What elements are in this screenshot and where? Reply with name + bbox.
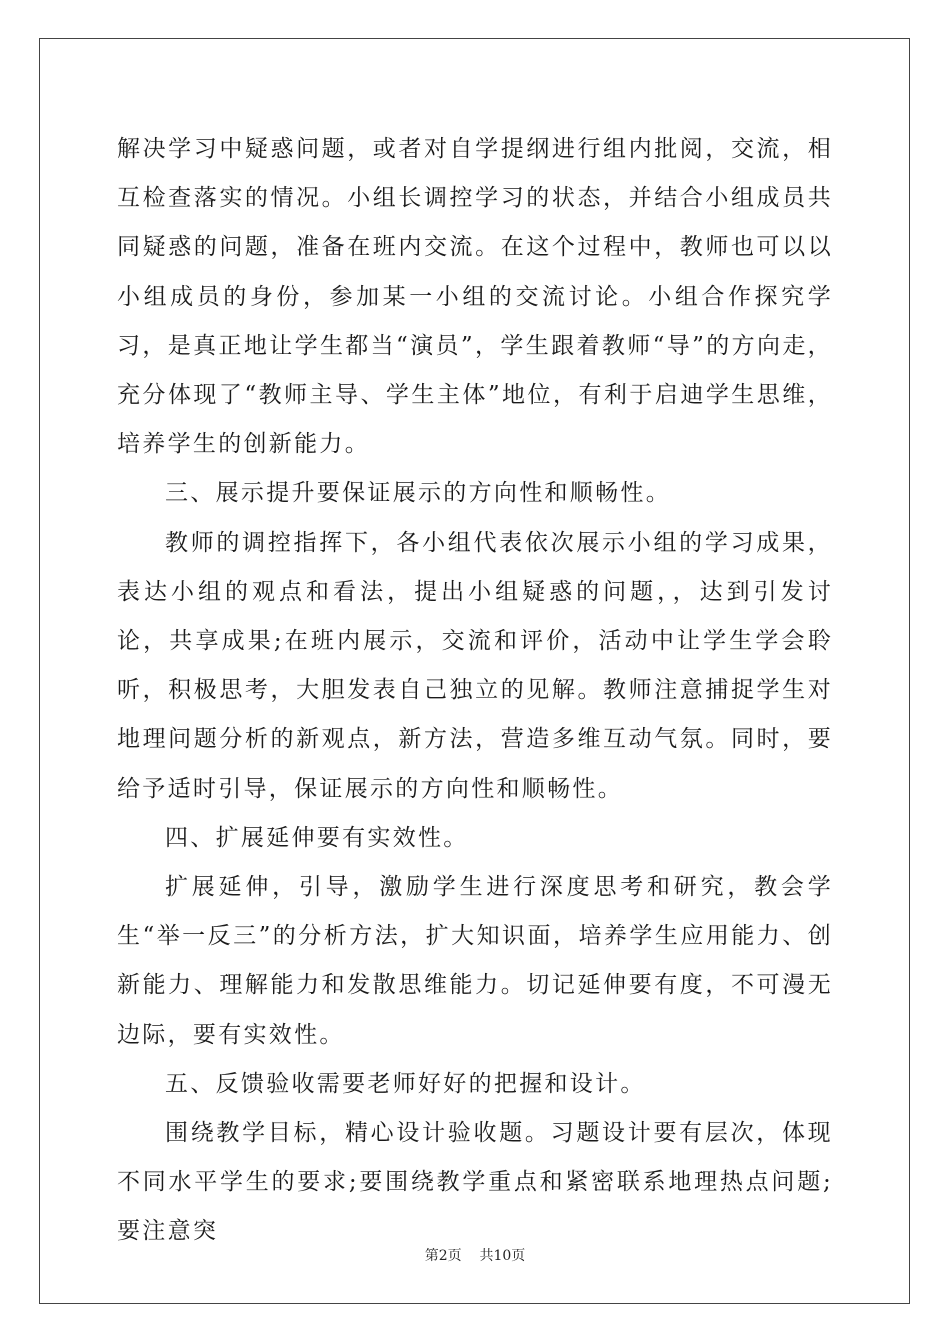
page-number: 第2页 bbox=[424, 1248, 462, 1264]
paragraph-section-5: 围绕教学目标，精心设计验收题。习题设计要有层次，体现不同水平学生的要求;要围绕教学重点和紧密联系地理热点问题;要注意突 bbox=[117, 1120, 833, 1245]
document-body bbox=[117, 125, 833, 1257]
paragraph-1: 解决学习中疑惑问题，或者对自学提纲进行组内批阅，交流，相互检查落实的情况。小组长调控学习的状态，并结合小组成员共同疑惑的问题，准备在班内交流。在这个过程中，教师也可以以小组成员的身份，参加某一小组的交流讨论。小组合作探究学习，是真正地让学生都当“演员”，学生跟着教师“导”的方向走，充分体现了“教师主导、学生主体”地位，有利于启迪学生思维，培养学生的创新能力。 bbox=[117, 136, 833, 458]
paragraph-section-3: 教师的调控指挥下，各小组代表依次展示小组的学习成果，表达小组的观点和看法，提出小组疑惑的问题，，达到引发讨论，共享成果;在班内展示，交流和评价，活动中让学生学会聆听，积极思考，大胆发表自己独立的见解。教师注意捕捉学生对地理问题分析的新观点，新方法，营造多维互动气氛。同时，要给予适时引导，保证展示的方向性和顺畅性。 bbox=[117, 529, 833, 802]
heading-section-3: 三、展示提升要保证展示的方向性和顺畅性。 bbox=[165, 480, 671, 507]
heading-section-4: 四、扩展延伸要有实效性。 bbox=[165, 824, 469, 851]
heading-section-5: 五、反馈验收需要老师好好的把握和设计。 bbox=[165, 1070, 646, 1097]
page-total: 共10页 bbox=[479, 1248, 526, 1264]
paragraph-section-4: 扩展延伸，引导，激励学生进行深度思考和研究，教会学生“举一反三”的分析方法，扩大知识面，培养学生应用能力、创新能力、理解能力和发散思维能力。切记延伸要有度，不可漫无边际，要有实效性。 bbox=[117, 874, 833, 1048]
page-footer bbox=[0, 1245, 950, 1265]
